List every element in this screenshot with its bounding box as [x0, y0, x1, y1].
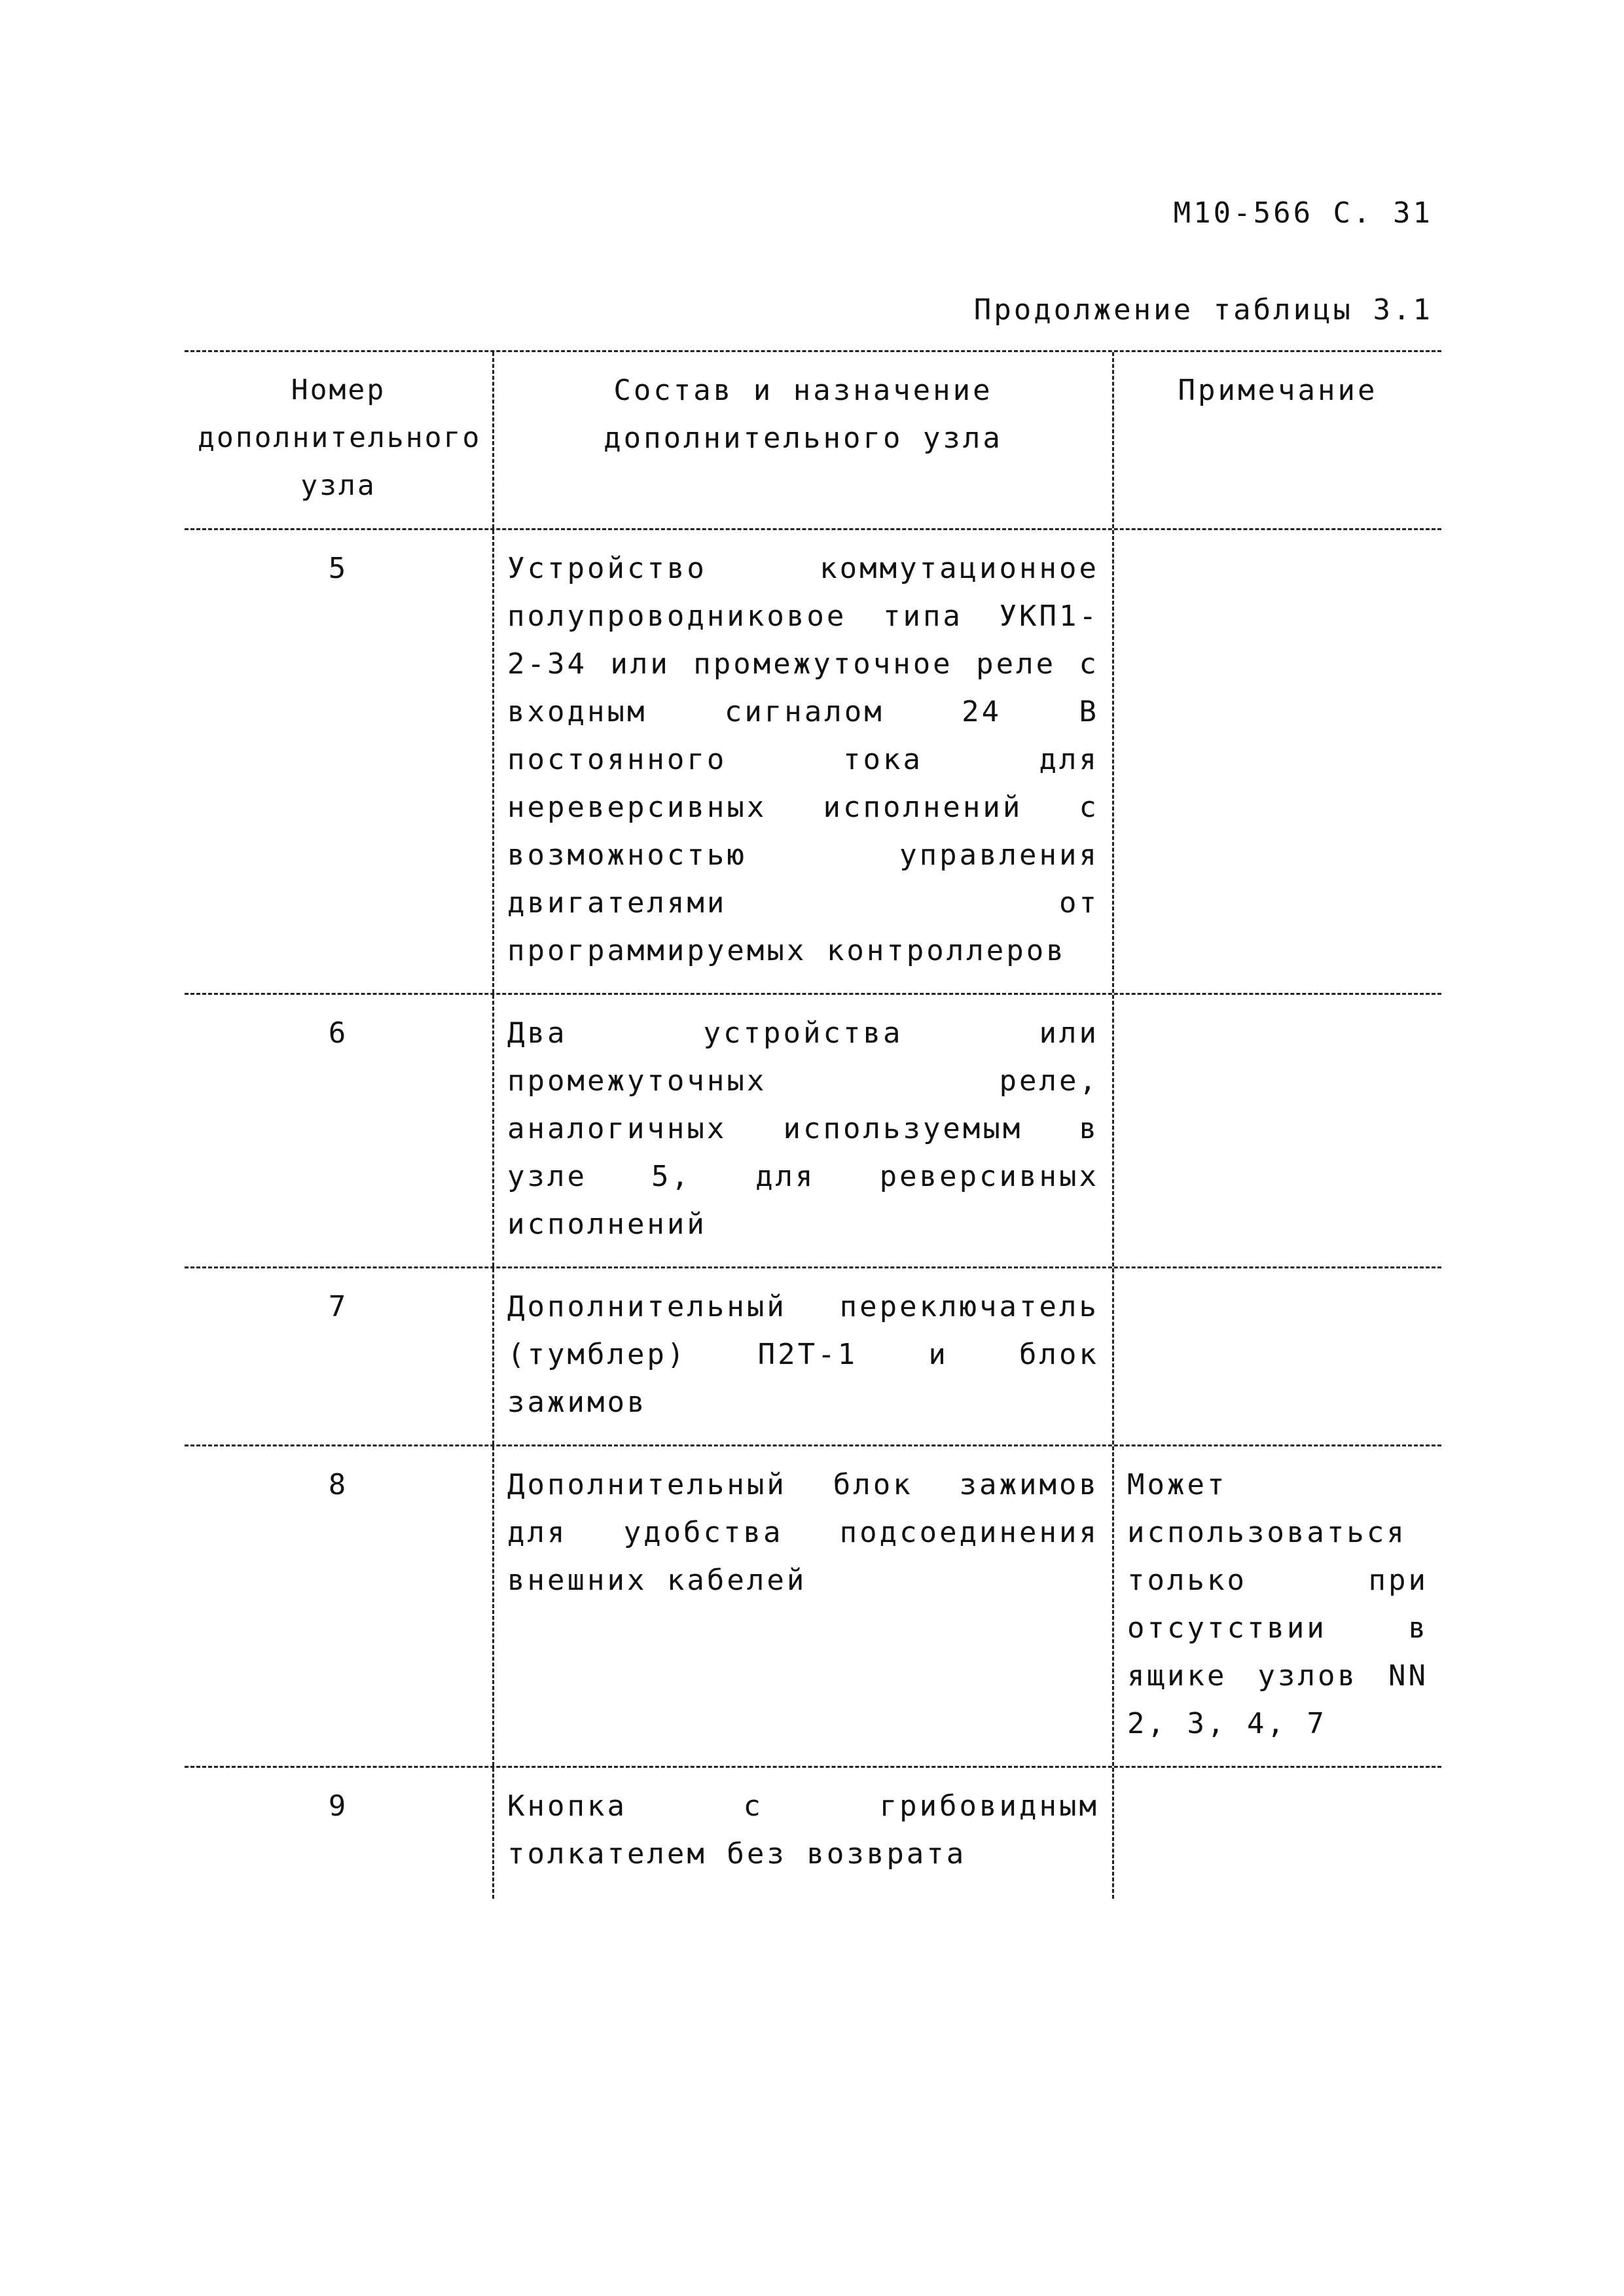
row-desc: Дополнительный блок зажимов для удобства подсоединения внешних кабелей [492, 1446, 1114, 1766]
row-note [1114, 995, 1441, 1266]
row-desc: Два устройства или промежуточных реле, аналогичных используемым в узле 5, для реверсивных исполнений [492, 995, 1114, 1266]
row-note: Может использоваться только при отсутствии в ящике узлов NN 2, 3, 4, 7 [1127, 1468, 1428, 1740]
row-num: 6 [328, 1016, 349, 1050]
row-desc: Дополнительный переключатель (тумблер) П2Т-1 и блок зажимов [492, 1268, 1114, 1444]
table-row [185, 1268, 1441, 1446]
table-row [185, 1768, 1441, 1899]
row-note [1114, 1768, 1441, 1899]
table-row [185, 995, 1441, 1268]
nodes-table [185, 350, 1441, 1899]
table-row [185, 1446, 1441, 1768]
row-num: 8 [328, 1468, 349, 1501]
table-row [185, 530, 1441, 995]
row-num: 9 [328, 1789, 349, 1823]
row-note [1114, 530, 1441, 993]
row-note [1114, 1268, 1441, 1444]
header-note: Примечание [1178, 374, 1378, 407]
header-desc: Состав и назначение дополнительного узла [492, 352, 1114, 528]
row-num: 5 [328, 552, 349, 585]
header-num: Номер дополнительного узла [198, 374, 482, 502]
row-desc: Кнопка с грибовидным толкателем без возврата [492, 1768, 1114, 1899]
table-caption: Продолжение таблицы 3.1 [973, 293, 1433, 327]
row-num: 7 [328, 1290, 349, 1323]
row-desc: Устройство коммутационное полупроводниковое типа УКП1-2-34 или промежуточное реле с входным сигналом 24 В постоянного тока для нереверсивных исполнений с возможностью управления двигателями от программируемых контроллеров [492, 530, 1114, 993]
page-number: М10-566 С. 31 [1173, 196, 1433, 230]
table-header-row [185, 352, 1441, 530]
